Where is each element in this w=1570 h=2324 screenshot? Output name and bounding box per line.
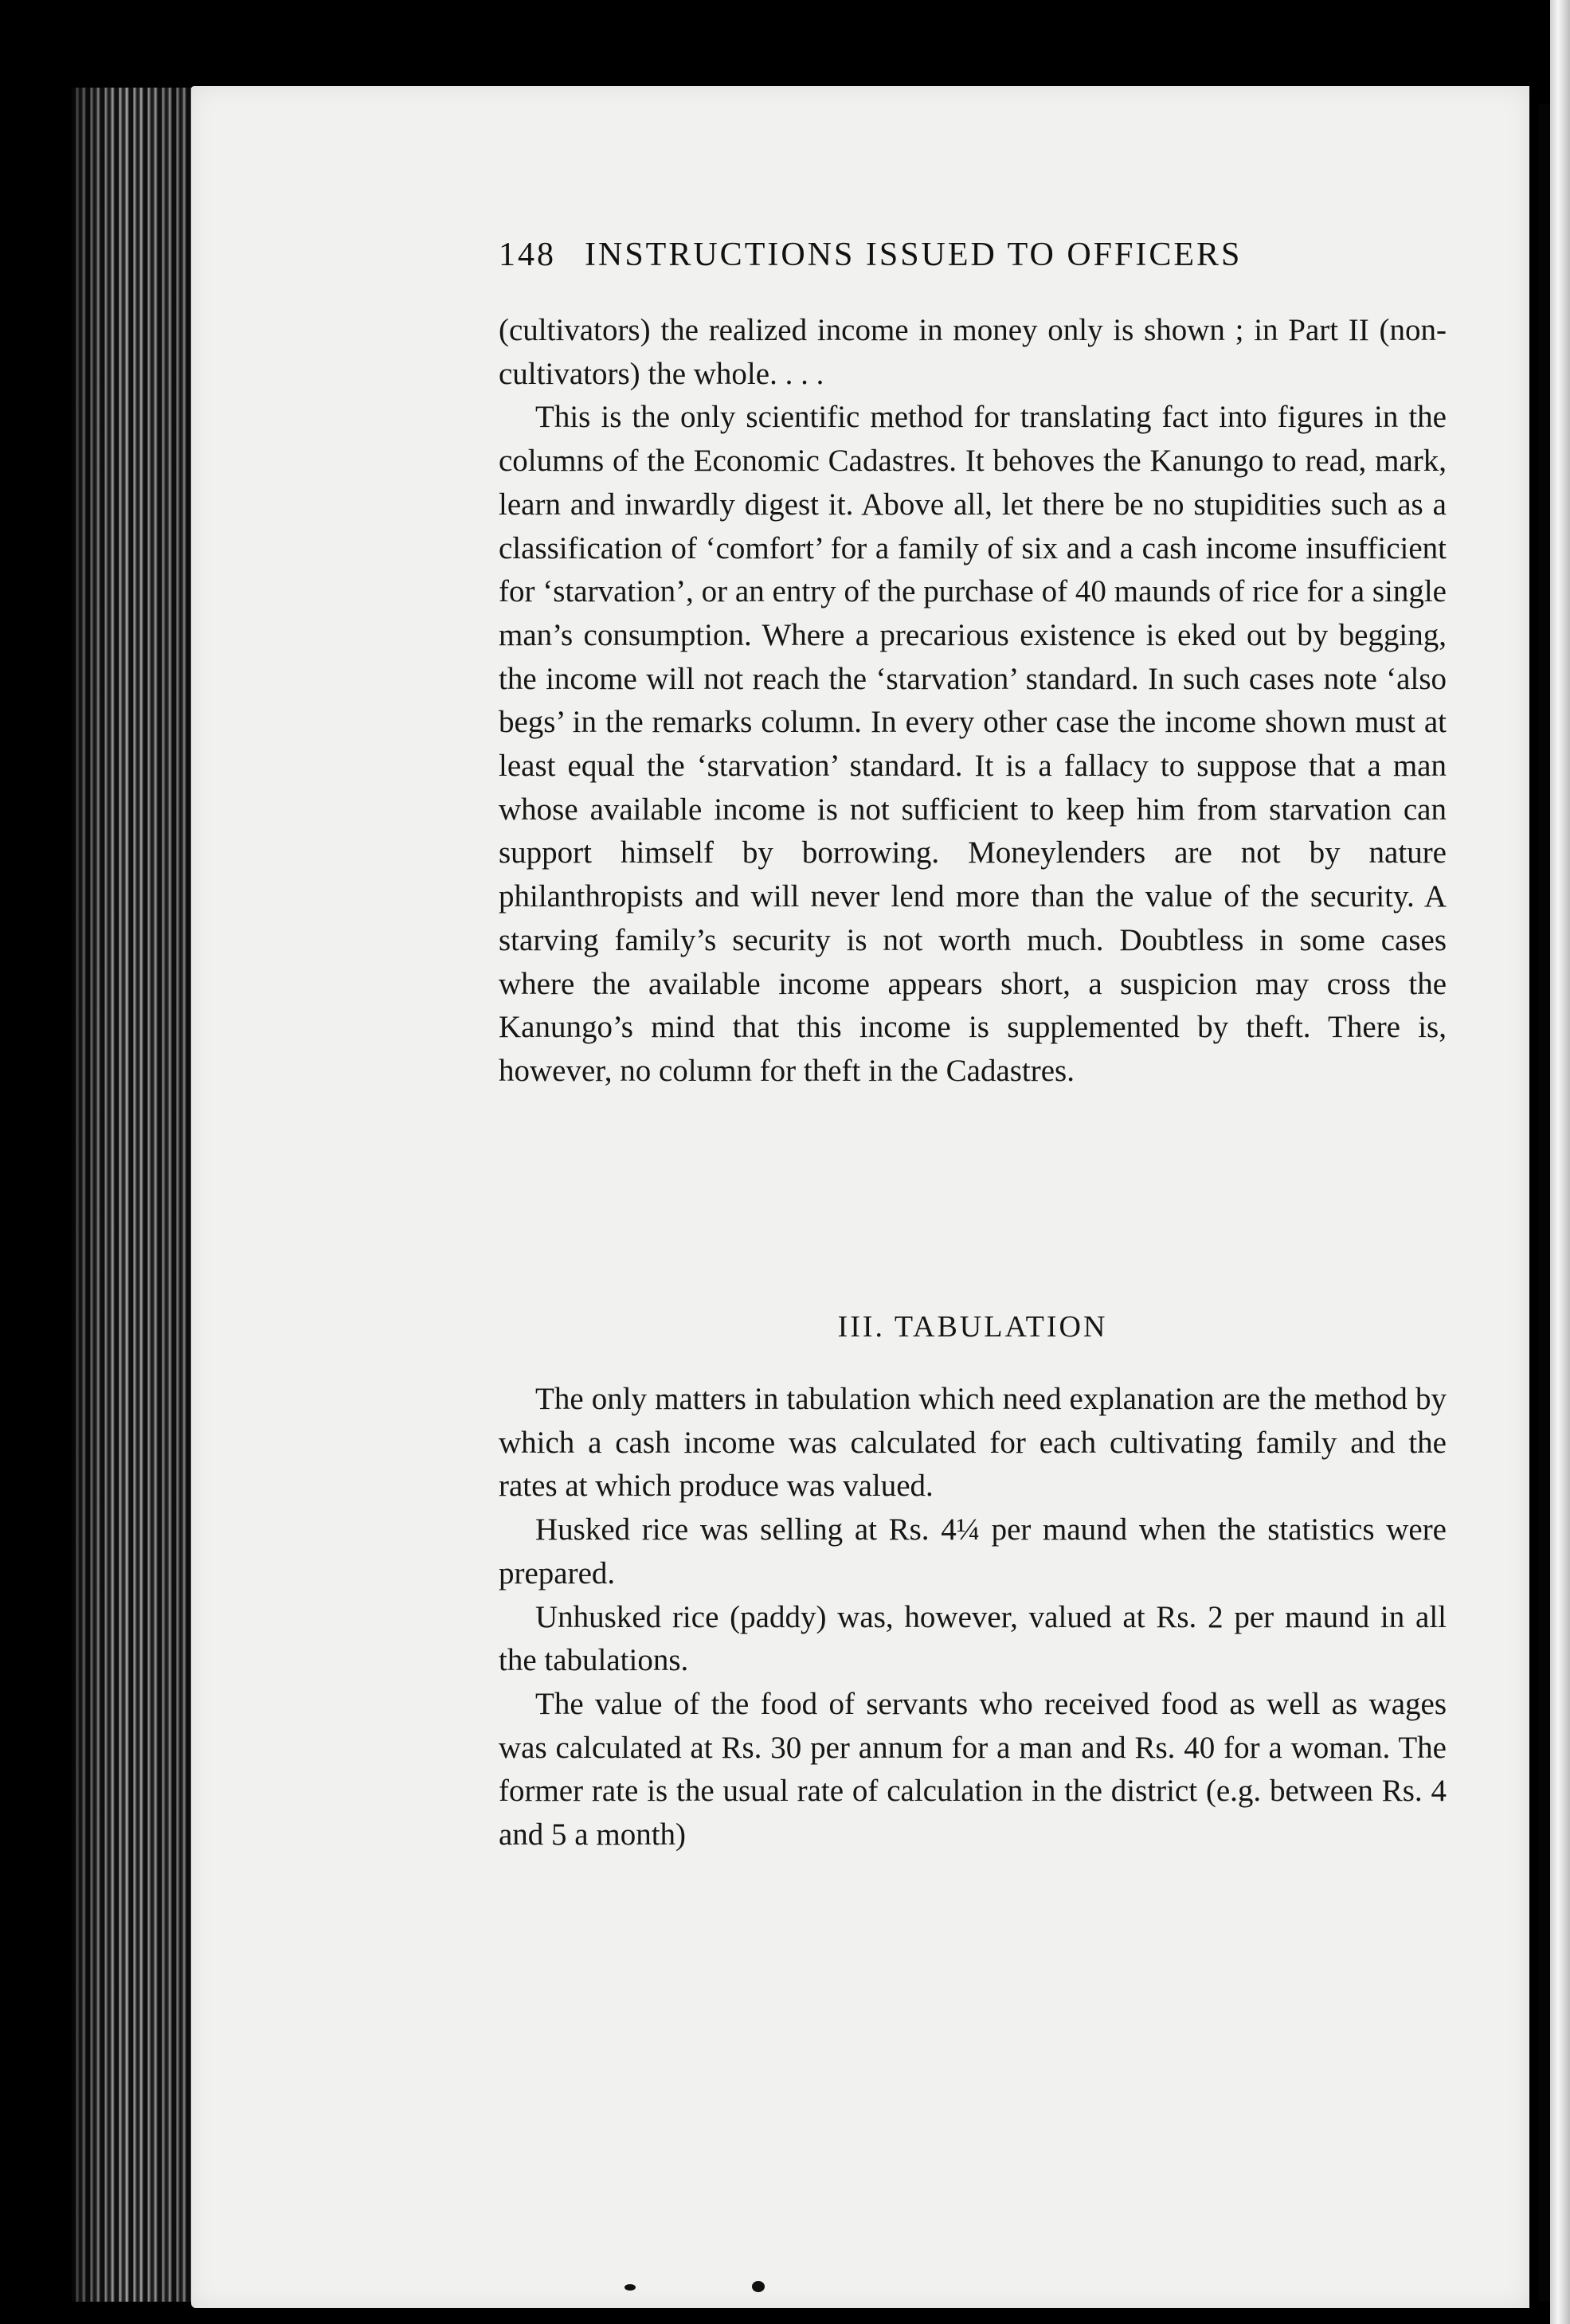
right-margin-strip <box>1550 0 1570 2324</box>
scan-speck <box>624 2284 636 2291</box>
page-edges-shadow <box>72 88 199 2302</box>
paragraph: This is the only scientific method for translating fact into figures in the columns of the Economic Cadastres. It behoves the Kanungo to read, mark, learn and inwardly digest it. Above all, let there be no stupidities such as a classification of ‘comfort’ for a family of six and a cash income insufficient for ‘starvation’, or an entry of the purchase of 40 maunds of rice for a single man’s consumption. Where a precarious existence is eked out by begging, the income will not reach the ‘starvation’ standard. In such cases note ‘also begs’ in the remarks column. In every other case the income shown must at least equal the ‘starvation’ standard. It is a fallacy to suppose that a man whose available income is not sufficient to keep him from starvation can support himself by borrowing. Moneylenders are not by nature philanthropists and will never lend more than the value of the security. A starving family’s security is not worth much. Doubtless in some cases where the available income appears short, a suspicion may cross the Kanungo’s mind that this income is supplemented by theft. There is, however, no column for theft in the Cadastres. <box>499 400 1447 1088</box>
section-heading: III. TABULATION <box>837 1310 1108 1344</box>
running-header <box>499 236 1439 274</box>
paragraph: Unhusked rice (paddy) was, however, valued at Rs. 2 per maund in all the tabulations. <box>499 1599 1447 1678</box>
page-number: 148 <box>499 237 556 273</box>
paragraph: The value of the food of servants who received food as well as wages was calculated at Rs. 30 per annum for a man and Rs. 40 for a woman. The former rate is the usual rate of calculation in the district (e.g. between Rs. 4 and 5 a month) <box>499 1686 1447 1853</box>
body-text-bottom <box>499 1378 1447 1857</box>
paragraph: Husked rice was selling at Rs. 4¼ per maund when the statistics were prepared. <box>499 1512 1447 1590</box>
body-text-top <box>499 309 1447 1094</box>
gutter-edge <box>1539 104 1550 2302</box>
scan-speck <box>752 2281 765 2292</box>
running-title: INSTRUCTIONS ISSUED TO OFFICERS <box>585 237 1243 273</box>
paragraph: The only matters in tabulation which need explanation are the method by which a cash income was calculated for each cultivating family and the rates at which produce was valued. <box>499 1382 1447 1504</box>
paragraph: (cultivators) the realized income in money only is shown ; in Part II (non-cultivators) the whole. . . . <box>499 313 1447 391</box>
